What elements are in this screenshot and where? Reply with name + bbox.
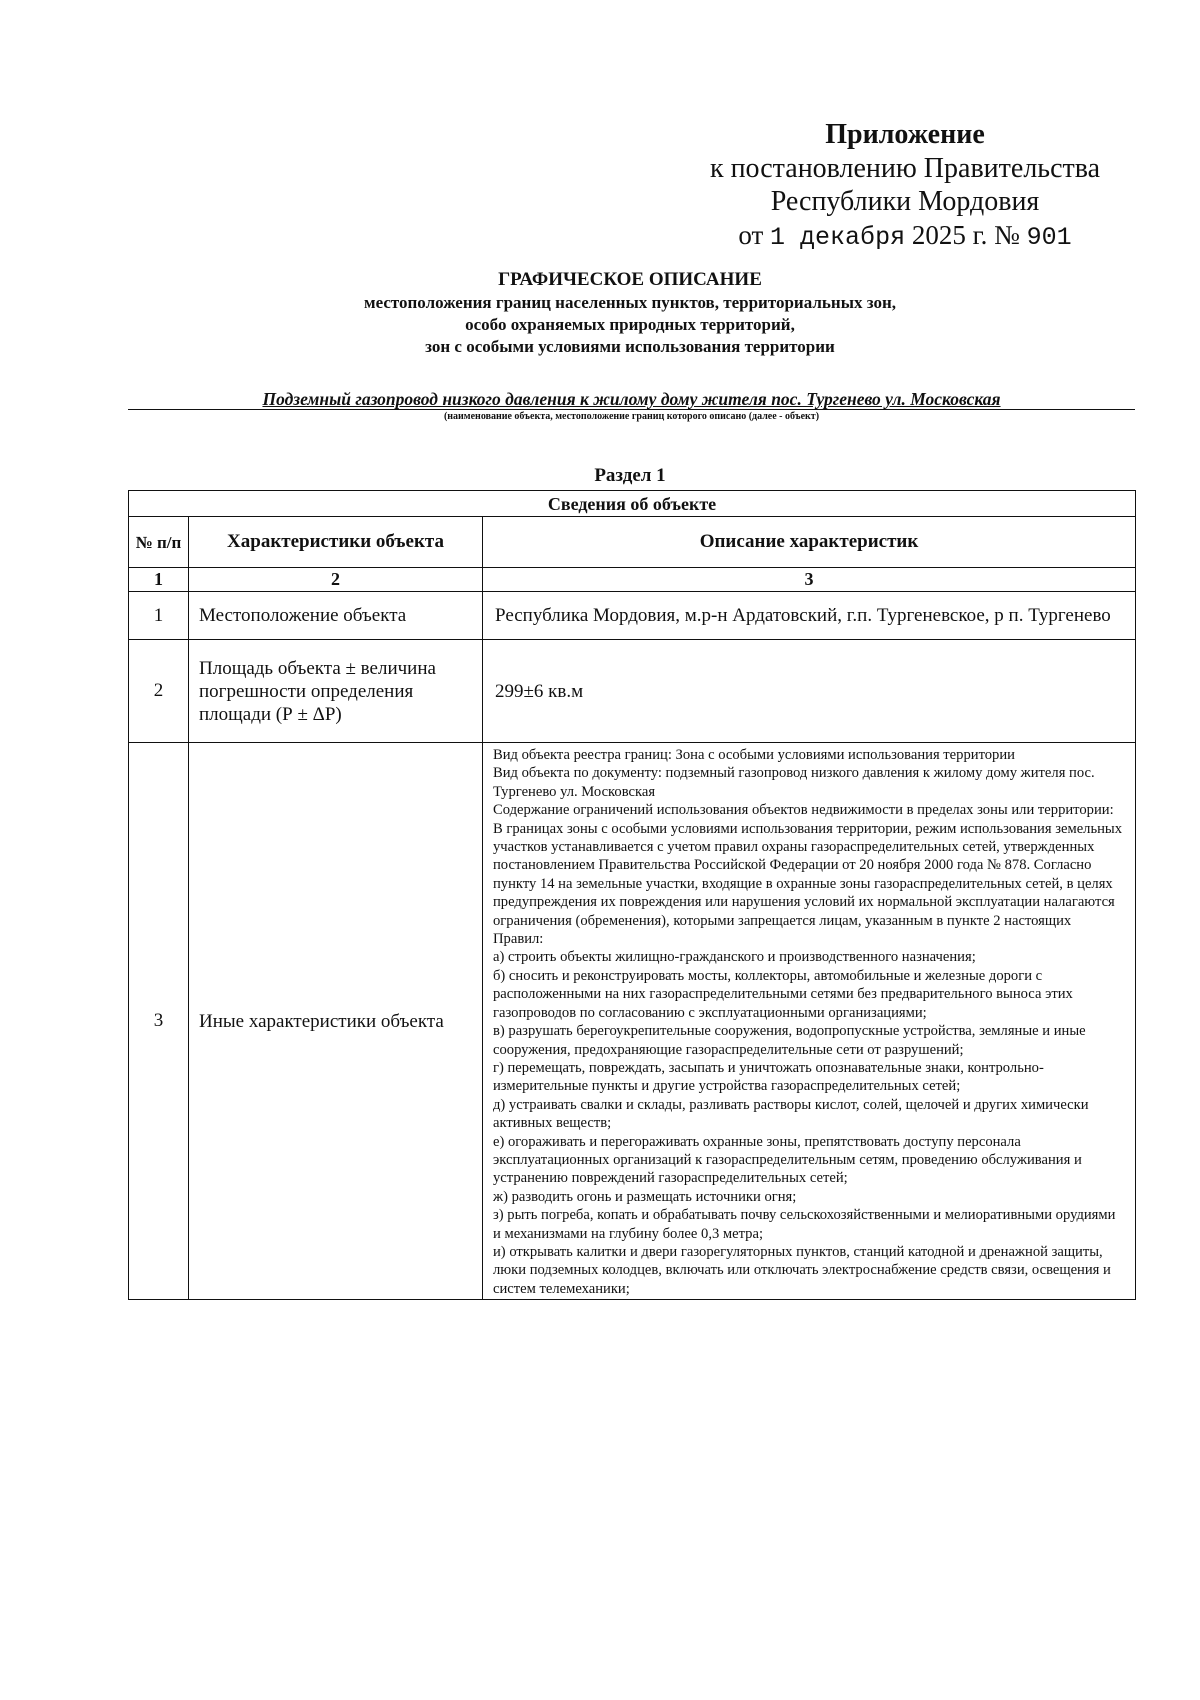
table-caption: Сведения об объекте xyxy=(129,491,1136,517)
desc-paragraph: ж) разводить огонь и размещать источники огня; xyxy=(493,1188,797,1205)
title-main: ГРАФИЧЕСКОЕ ОПИСАНИЕ xyxy=(498,269,762,290)
row-characteristic: Иные характеристики объекта xyxy=(189,743,483,1300)
object-info-table xyxy=(128,490,1136,1300)
table-row xyxy=(129,640,1136,743)
desc-paragraph: г) перемещать, повреждать, засыпать и уничтожать опознавательные знаки, контрольно-измерительные пункты и другие устройства газораспределительных сетей; xyxy=(493,1059,1044,1095)
section-title: Раздел 1 xyxy=(594,465,666,486)
appendix-line-2: Республики Мордовия xyxy=(770,186,1040,217)
title-line-3: зон с особыми условиями использования территории xyxy=(425,337,835,356)
date-prefix: от xyxy=(738,220,764,250)
object-name: Подземный газопровод низкого давления к жилому дому жителя пос. Тургенево ул. Московская xyxy=(262,389,1001,409)
row-characteristic: Местоположение объекта xyxy=(189,592,483,640)
row-description: 299±6 кв.м xyxy=(483,640,1136,743)
object-underline xyxy=(128,409,1135,410)
row-characteristic: Площадь объекта ± величина погрешности определения площади (Р ± ΔР) xyxy=(189,640,483,743)
column-number: 2 xyxy=(189,568,483,592)
desc-paragraph: з) рыть погреба, копать и обрабатывать почву сельскохозяйственными и мелиоративными орудиями и механизмами на глубину более 0,3 метра; xyxy=(493,1207,1116,1242)
desc-paragraph: е) огораживать и перегораживать охранные зоны, препятствовать доступу персонала эксплуатационных организаций к газораспределительным сетям, проведению обслуживания и устранению повреждений газораспределительных сетей; xyxy=(493,1133,1082,1187)
header-num: № п/п xyxy=(129,517,189,568)
row-description: Республика Мордовия, м.р-н Ардатовский, г.п. Тургеневское, р п. Тургенево xyxy=(483,592,1136,640)
document-title xyxy=(120,268,1140,358)
desc-paragraph: д) устраивать свалки и склады, разливать растворы кислот, солей, щелочей и других химически активных веществ; xyxy=(493,1096,1089,1132)
row-number: 3 xyxy=(129,743,189,1300)
appendix-heading: Приложение xyxy=(825,119,985,150)
desc-paragraph: Вид объекта реестра границ: Зона с особыми условиями использования территории xyxy=(493,747,1015,763)
desc-paragraph: Вид объекта по документу: подземный газопровод низкого давления к жилому дому жителя пос. Тургенево ул. Московская xyxy=(493,765,1095,800)
desc-paragraph: б) сносить и реконструировать мосты, коллекторы, автомобильные и железные дороги с расположенными на них газораспределительными сетями без предварительного выноса этих газопроводов по согласованию с эксплуатационными организациями; xyxy=(493,967,1073,1021)
desc-paragraph: Содержание ограничений использования объектов недвижимости в пределах зоны или территории: В границах зоны с особыми условиями использования территории, режим использования земельных участков устанавливается с учетом правил охраны газораспределительных сетей, утвержденных постановлением Правительства Российской Федерации от 20 ноября 2000 года № 878. Согласно пункту 14 на земельные участки, входящие в охранные зоны газораспределительных сетей, в целях предупреждения их повреждения или нарушения условий их нормальной эксплуатации налагаются ограничения (обременения), которыми запрещается лицам, указанным в пункте 2 настоящих Правил: xyxy=(493,802,1123,948)
appendix-date-line xyxy=(690,218,1120,255)
row-number: 1 xyxy=(129,592,189,640)
column-number-row xyxy=(129,568,1136,592)
title-line-2: особо охраняемых природных территорий, xyxy=(465,315,795,334)
header-char: Характеристики объекта xyxy=(189,517,483,568)
table-row xyxy=(129,592,1136,640)
column-number: 1 xyxy=(129,568,189,592)
date-year: 2025 г. № xyxy=(911,220,1020,250)
row-number: 2 xyxy=(129,640,189,743)
row-description-long xyxy=(483,743,1136,1300)
desc-paragraph: а) строить объекты жилищно-гражданского и производственного назначения; xyxy=(493,949,976,966)
title-line-1: местоположения границ населенных пунктов, территориальных зон, xyxy=(364,293,896,312)
header-desc: Описание характеристик xyxy=(483,517,1136,568)
appendix-block xyxy=(690,118,1120,255)
column-number: 3 xyxy=(483,568,1136,592)
desc-paragraph: и) открывать калитки и двери газорегуляторных пунктов, станций катодной и дренажной защиты, люки подземных колодцев, включать или отключать электроснабжение средств связи, освещения и систем телемеханики; xyxy=(493,1243,1111,1297)
object-name-note: (наименование объекта, местоположение границ которого описано (далее - объект) xyxy=(443,411,820,422)
desc-paragraph: в) разрушать берегоукрепительные сооружения, водопропускные устройства, земляные и иные сооружения, предохраняющие газораспределительные сети от разрушений; xyxy=(493,1023,1086,1058)
appendix-line-1: к постановлению Правительства xyxy=(709,153,1101,184)
decree-number: 901 xyxy=(1026,223,1072,252)
table-row xyxy=(129,743,1136,1300)
date-value: 1 декабря xyxy=(770,223,906,252)
